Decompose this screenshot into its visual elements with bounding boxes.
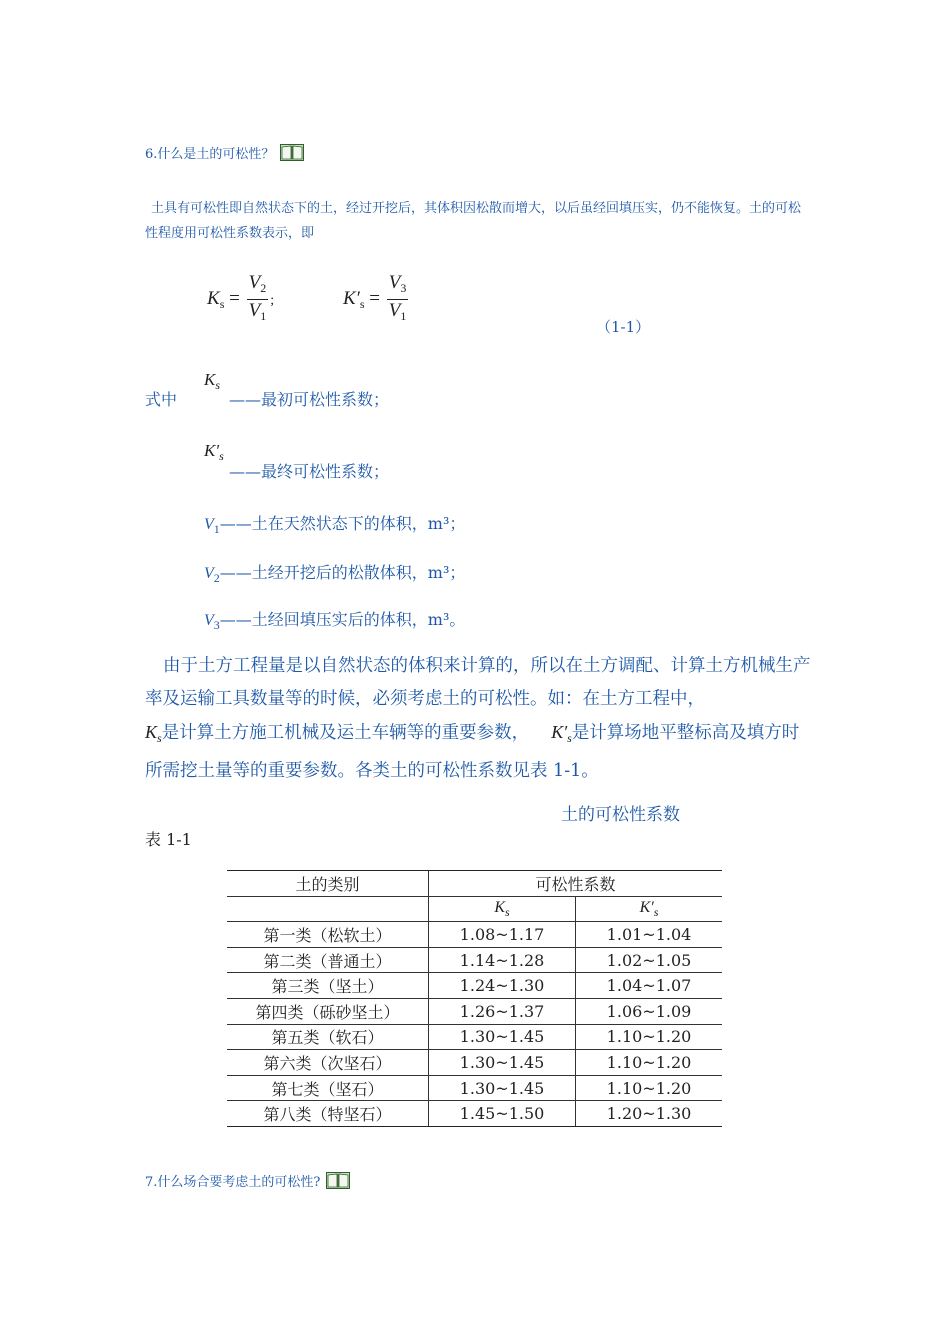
row-ks: 1.30~1.45 <box>429 1050 576 1076</box>
definitions-lead: 式中 <box>145 390 178 409</box>
header-category: 土的类别 <box>227 871 429 897</box>
subheader-empty <box>227 896 429 922</box>
row-ks: 1.30~1.45 <box>429 1024 576 1050</box>
row-category: 第五类（软石） <box>227 1024 429 1050</box>
soil-looseness-table <box>227 870 722 1127</box>
intro-paragraph: 土具有可松性即自然状态下的土，经过开挖后，其体积因松散而增大，以后虽经回填压实，仍不能恢复。土的可松性程度用可松性系数表示，即 <box>145 201 802 241</box>
question-7-title[interactable]: 7.什么场合要考虑土的可松性? <box>145 1175 321 1190</box>
definition-ks-prime: ——最终可松性系数； <box>229 462 390 481</box>
definition-ks: ——最初可松性系数； <box>229 390 390 409</box>
table-row <box>227 973 722 999</box>
table-row <box>227 922 722 948</box>
formula-number: （1-1） <box>596 318 651 336</box>
row-ks-prime: 1.02~1.05 <box>576 947 723 973</box>
definition-v2: $V_2——$土经开挖后的松散体积，m³； <box>204 563 466 585</box>
table-row <box>227 1101 722 1127</box>
body-paragraph: 由于土方工程量是以自然状态的体积来计算的，所以在土方调配、计算土方机械生产率及运输工具数量等的时候，必须考虑土的可松性。如：在土方工程中， $K_s$是计算土方施工机械及运土车辆等的重要参数， $K'_s$是计算场地平整标高及填方时所需挖土量等的重要参数。各类土的可松性系数见表 1-1。 <box>145 656 811 781</box>
table-row <box>227 947 722 973</box>
table-row <box>227 1050 722 1076</box>
inline-symbol-ks-prime: $K'_s$ <box>551 722 572 745</box>
table-subheader-row <box>227 896 722 922</box>
definition-v3: $V_3——$土经回填压实后的体积，m³。 <box>204 610 466 632</box>
fraction-v2-v1: $\frac{V_2}{V_1}$ <box>248 272 267 323</box>
row-category: 第六类（次坚石） <box>227 1050 429 1076</box>
subheader-ks-prime: $K'_s$ <box>576 896 723 922</box>
table-label: 表 1-1 <box>145 830 192 849</box>
header-coeff: 可松性系数 <box>429 871 723 897</box>
row-ks-prime: 1.10~1.20 <box>576 1050 723 1076</box>
row-ks: 1.14~1.28 <box>429 947 576 973</box>
table-row <box>227 1075 722 1101</box>
symbol-ks: $K_s$ <box>204 370 221 392</box>
row-category: 第八类（特坚石） <box>227 1101 429 1127</box>
row-ks: 1.26~1.37 <box>429 998 576 1024</box>
row-category: 第一类（松软土） <box>227 922 429 948</box>
table-row <box>227 1024 722 1050</box>
row-ks: 1.30~1.45 <box>429 1075 576 1101</box>
row-ks-prime: 1.06~1.09 <box>576 998 723 1024</box>
row-ks-prime: 1.10~1.20 <box>576 1075 723 1101</box>
row-category: 第七类（坚石） <box>227 1075 429 1101</box>
row-ks-prime: 1.10~1.20 <box>576 1024 723 1050</box>
table-header-row <box>227 871 722 897</box>
row-ks-prime: 1.04~1.07 <box>576 973 723 999</box>
symbol-ks-prime: $K'_s$ <box>204 441 224 463</box>
formula-ks-prime: $K'_s$ = $\frac{V_3}{V_1}$ <box>343 272 410 327</box>
row-ks-prime: 1.01~1.04 <box>576 922 723 948</box>
row-ks: 1.08~1.17 <box>429 922 576 948</box>
subheader-ks: $K_s$ <box>429 896 576 922</box>
table-row <box>227 998 722 1024</box>
row-ks: 1.24~1.30 <box>429 973 576 999</box>
table-caption: 土的可松性系数 <box>561 805 680 825</box>
question-6-title[interactable]: 6.什么是土的可松性？ <box>145 147 275 162</box>
row-category: 第二类（普通土） <box>227 947 429 973</box>
open-book-icon[interactable] <box>280 144 304 161</box>
fraction-v3-v1: $\frac{V_3}{V_1}$ <box>388 272 407 323</box>
formula-ks: $K_s$ = $\frac{V_2}{V_1}$ ; <box>207 272 274 327</box>
row-ks: 1.45~1.50 <box>429 1101 576 1127</box>
question-6-heading[interactable] <box>145 143 304 162</box>
row-category: 第四类（砾砂坚土） <box>227 998 429 1024</box>
row-category: 第三类（坚土） <box>227 973 429 999</box>
open-book-icon[interactable] <box>326 1172 350 1189</box>
question-7-heading[interactable] <box>145 1171 350 1190</box>
definition-v1: $V_1——$土在天然状态下的体积，m³； <box>204 514 466 536</box>
row-ks-prime: 1.20~1.30 <box>576 1101 723 1127</box>
inline-symbol-ks: $K_s$ <box>145 722 162 745</box>
